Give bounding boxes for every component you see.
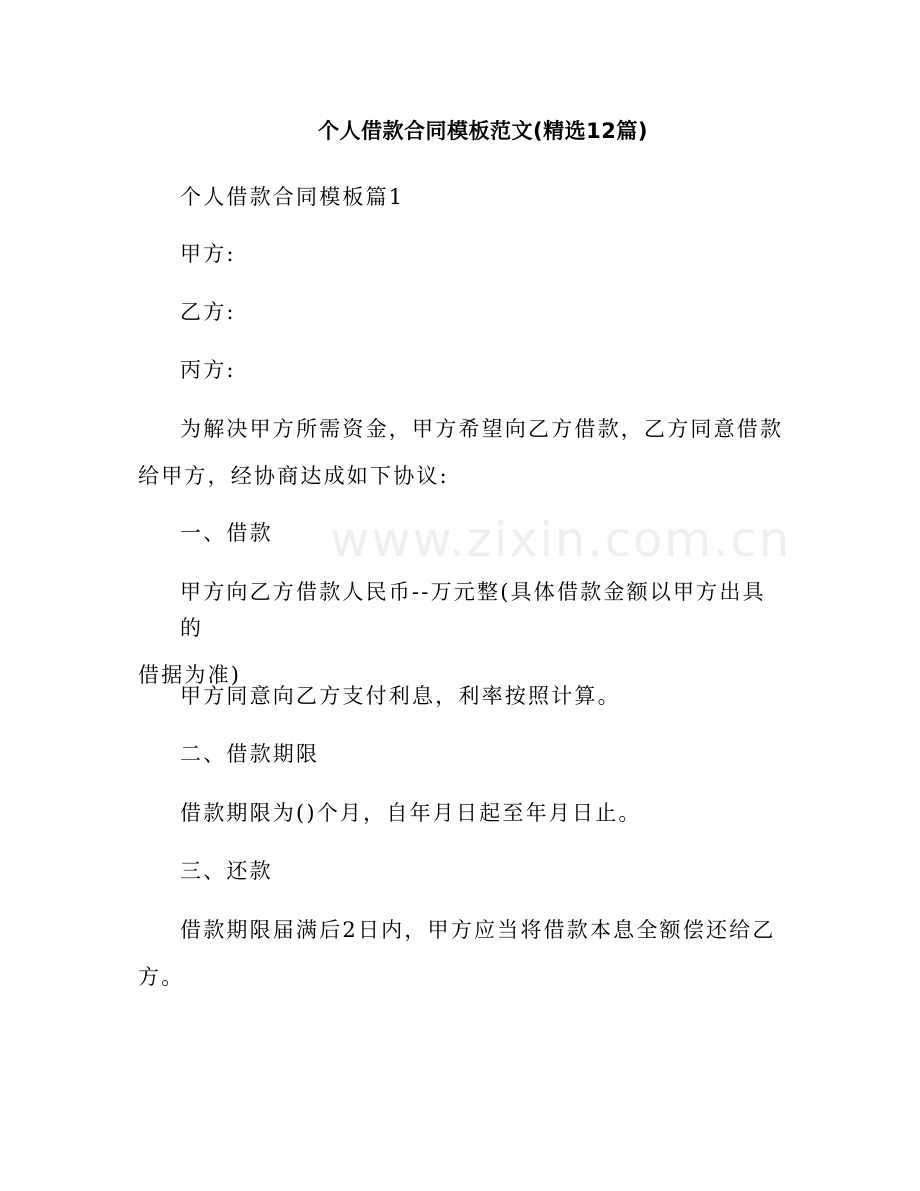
paragraph-section-heading (138, 179, 788, 215)
paragraph-clause-2-heading (138, 736, 788, 772)
paragraph-line: 一、借款 (180, 521, 273, 545)
paragraph-line: 个人借款合同模板篇1 (180, 185, 405, 209)
paragraph-loan-amount (138, 574, 788, 693)
paragraph-line: 借据为准) (138, 663, 242, 687)
paragraph-loan-term (138, 795, 788, 831)
paragraph-party-c (138, 352, 788, 388)
paragraph-clause-1-heading (138, 515, 788, 551)
paragraph-intro (138, 411, 788, 494)
paragraph-line: 三、还款 (180, 859, 273, 883)
paragraph-line: 为解决甲方所需资金，甲方希望向乙方借款，乙方同意借款 (180, 417, 784, 441)
paragraph-line: 借款期限届满后2日内，甲方应当将借款本息全额偿还给乙 (180, 918, 776, 942)
paragraph-clause-3-heading (138, 853, 788, 889)
paragraph-line: 丙方: (180, 358, 236, 382)
paragraph-line: 甲方同意向乙方支付利息，利率按照计算。 (180, 684, 621, 708)
paragraph-party-a (138, 236, 788, 272)
paragraph-line: 二、借款期限 (180, 742, 320, 766)
paragraph-line: 借款期限为()个月，自年月日起至年月日止。 (180, 801, 642, 825)
paragraph-line: 方。 (138, 965, 185, 989)
paragraph-interest (138, 678, 788, 714)
document-title: 个人借款合同模板范文(精选12篇) (318, 119, 648, 143)
paragraph-line: 甲方向乙方借款人民币--万元整(具体借款金额以甲方出具的 (180, 580, 766, 640)
paragraph-line: 给甲方，经协商达成如下协议: (138, 464, 449, 488)
paragraph-line: 甲方: (180, 242, 236, 266)
paragraph-repayment (138, 912, 788, 995)
paragraph-party-b (138, 294, 788, 330)
watermark: www.zixin.com.cn (330, 512, 792, 568)
paragraph-line: 乙方: (180, 300, 236, 324)
